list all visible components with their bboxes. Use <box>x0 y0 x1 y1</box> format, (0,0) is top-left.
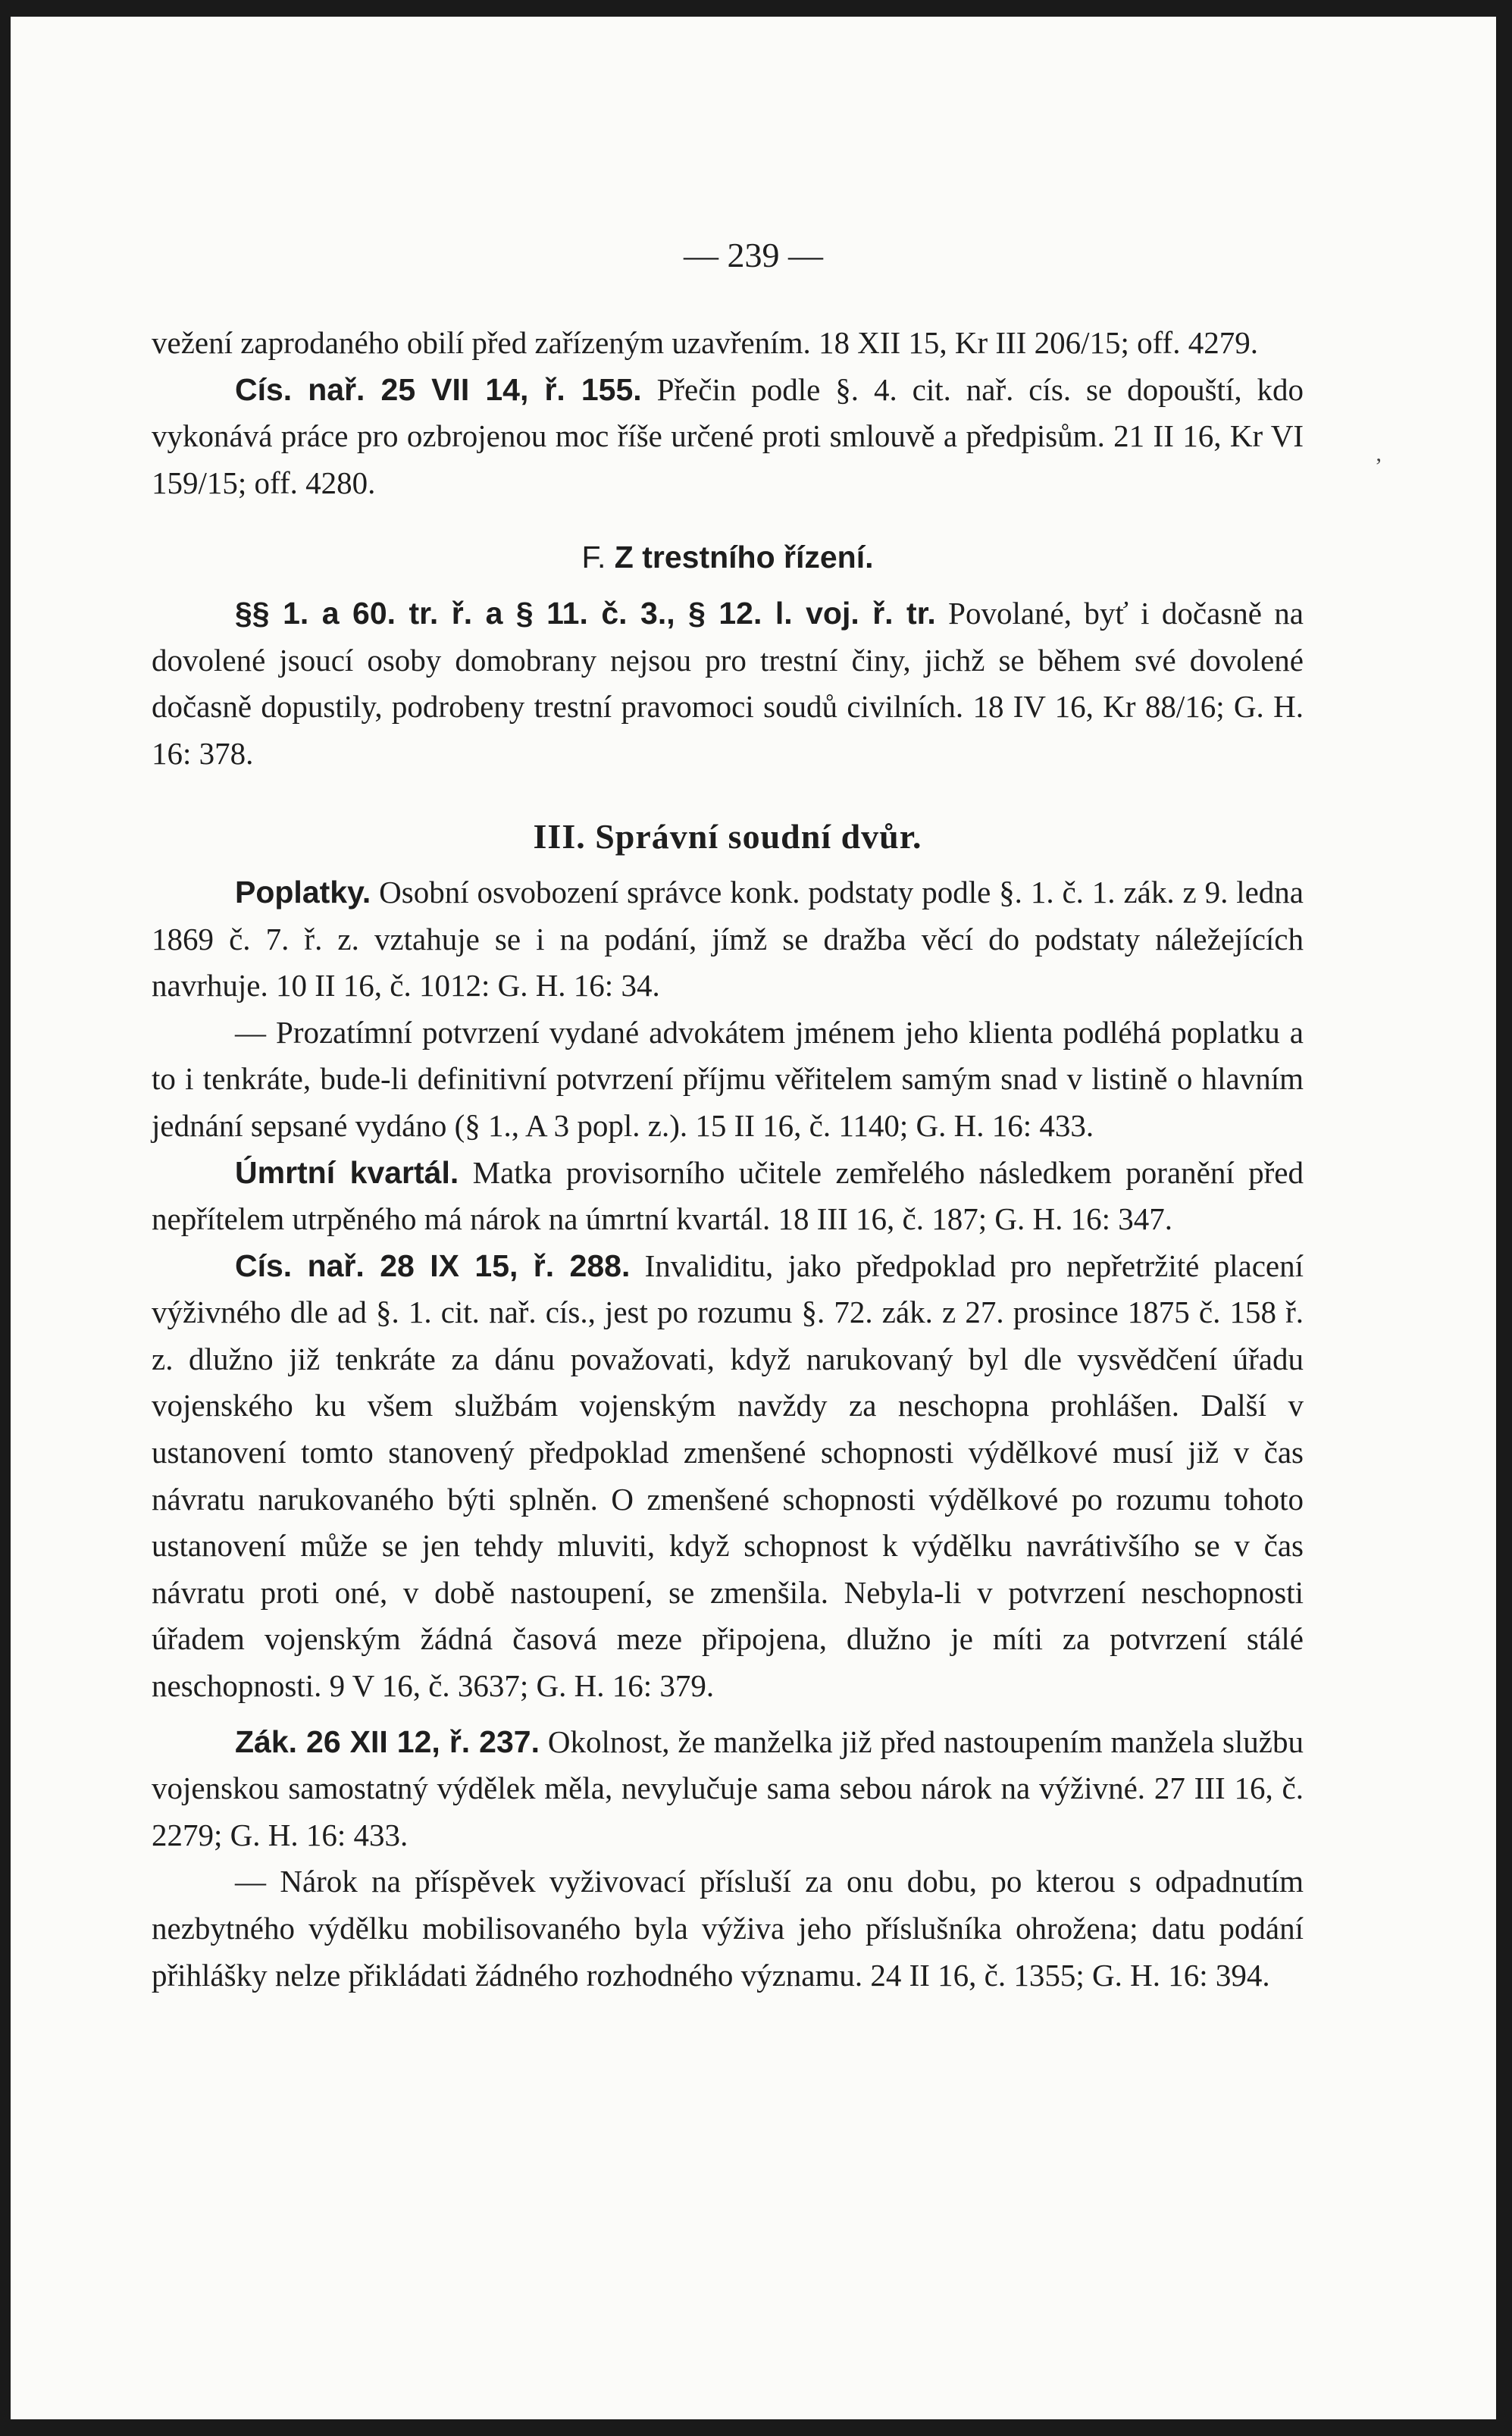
paragraph-text: Povolané, byť i dočasně na dovolené jsoucí osoby domobrany nejsou pro trestní činy, jichž se během své dovolené dočasně dopustily, podrobeny trestní pravomoci soudů civilních. 18 IV 16, Kr 88/16; G. H. 16: 378. <box>152 595 1304 771</box>
margin-mark: ‚ <box>1375 441 1382 466</box>
paragraph-text: — Prozatímní potvrzení vydané advokátem jménem jeho klienta podléhá poplatku a to i tenkráte, bude-li definitivní potvrzení příjmu věřitelem samým snad v listině o hlavním jednání sepsané vydáno (§ 1., A 3 popl. z.). 15 II 16, č. 1140; G. H. 16: 433. <box>152 1014 1304 1143</box>
page-body <box>152 320 1304 1999</box>
section-iii-heading: III. Správní soudní dvůr. <box>533 817 922 856</box>
paragraph-text: vežení zaprodaného obilí před zařízeným uzavřením. 18 XII 15, Kr III 206/15; off. 4279. <box>152 325 1258 360</box>
paragraph-lead: Poplatky. <box>235 874 371 910</box>
paragraph-lead: Cís. nař. 25 VII 14, ř. 155. <box>235 371 642 407</box>
paragraph-lead: §§ 1. a 60. tr. ř. a § 11. č. 3., § 12. l. voj. ř. tr. <box>235 595 936 631</box>
paragraph-criminal-procedure <box>152 590 1304 777</box>
paragraph-continuation <box>152 320 1304 367</box>
paragraph-provisional-receipt <box>152 1010 1304 1150</box>
paragraph-fees <box>152 869 1304 1010</box>
paragraph-death-quarter <box>152 1150 1304 1243</box>
paragraph-law-237 <box>152 1719 1304 1859</box>
paragraph-lead: Zák. 26 XII 12, ř. 237. <box>235 1724 540 1759</box>
paragraph-maintenance-claim <box>152 1858 1304 1999</box>
paragraph-text: — Nárok na příspěvek vyživovací přísluší za onu dobu, po kterou s odpadnutím nezbytného výdělku mobilisovaného byla výživa jeho příslušníka ohrožena; datu podání přihlášky nelze přikládati žádného rozhodného významu. 24 II 16, č. 1355; G. H. 16: 394. <box>152 1864 1304 1993</box>
section-label: F. <box>581 540 606 575</box>
page-number: — 239 — <box>684 236 823 274</box>
paragraph-text: Invaliditu, jako předpoklad pro nepřetržité placení výživného dle ad §. 1. cit. nař. cís., jest po rozumu §. 72. zák. z 27. prosince 1875 č. 158 ř. z. dlužno již tenkráte za dánu považovati, když narukovaný byl dle vysvědčení úřadu vojenského ku všem službám vojenským navždy za neschopna prohlášen. Další v ustanovení tomto stanovený předpoklad zmenšené schopnosti výdělkové musí již v čas návratu narukovaného býti splněn. O zmenšené schopnosti výdělkové po rozumu tohoto ustanovení může se jen tehdy mluviti, když schopnost k výdělku navrátivšího se v čas návratu proti oné, v době nastoupení, se zmenšila. Nebyla-li v potvrzení neschopnosti úřadem vojenským žádná časová meze připojena, dlužno je míti za potvrzení stálé neschopnosti. 9 V 16, č. 3637; G. H. 16: 379. <box>152 1248 1304 1704</box>
paragraph-text: Přečin podle §. 4. cit. nař. cís. se dopouští, kdo vykonává práce pro ozbrojenou moc říše určené proti smlouvě a předpisům. 21 II 16, Kr VI 159/15; off. 4280. <box>152 371 1304 500</box>
paragraph-text: Osobní osvobození správce konk. podstaty podle §. 1. č. 1. zák. z 9. ledna 1869 č. 7. ř. z. vztahuje se i na podání, jímž se dražba věcí do podstaty náležejících navrhuje. 10 II 16, č. 1012: G. H. 16: 34. <box>152 874 1304 1004</box>
section-title: Z trestního řízení. <box>614 540 874 575</box>
paragraph-text: Okolnost, že manželka již před nastoupením manžela službu vojenskou samostatný výdělek měla, nevylučuje sama sebou nárok na výživné. 27 III 16, č. 2279; G. H. 16: 433. <box>152 1724 1304 1852</box>
paragraph-decree-155 <box>152 367 1304 507</box>
paragraph-lead: Úmrtní kvartál. <box>235 1154 459 1190</box>
paragraph-decree-288 <box>152 1243 1304 1710</box>
paragraph-text: Matka provisorního učitele zemřelého následkem poranění před nepřítelem utrpěného má nárok na úmrtní kvartál. 18 III 16, č. 187; G. H. 16: 347. <box>152 1154 1304 1237</box>
book-page <box>11 17 1496 2419</box>
section-f-heading <box>152 534 1304 581</box>
paragraph-lead: Cís. nař. 28 IX 15, ř. 288. <box>235 1248 631 1283</box>
